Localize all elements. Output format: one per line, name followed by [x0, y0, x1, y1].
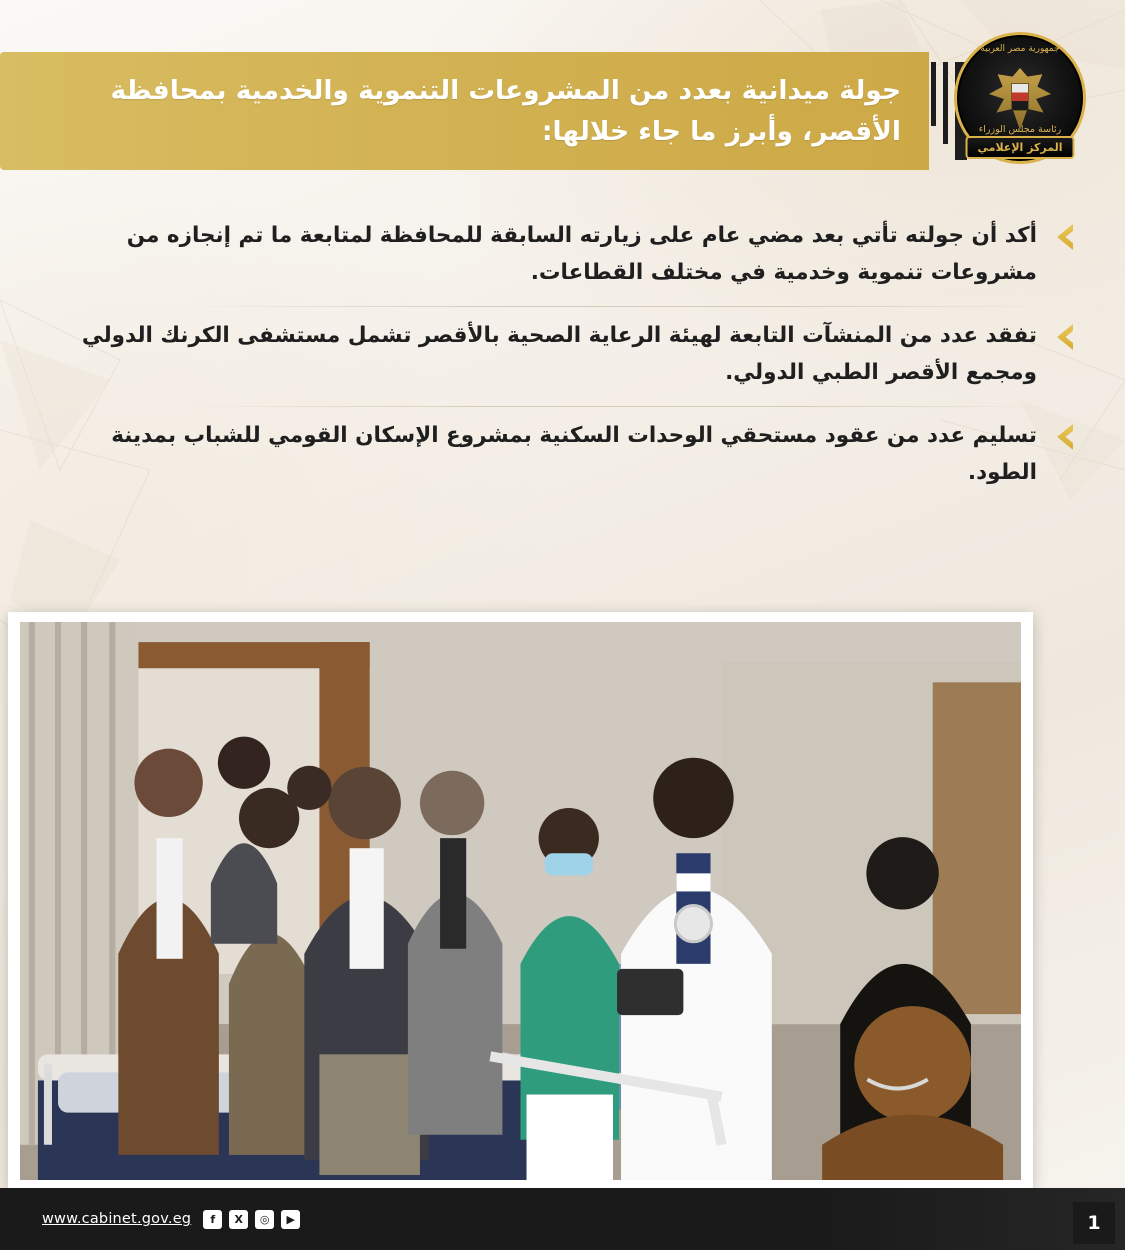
- footer-bar: [0, 1188, 1125, 1250]
- chevron-bullet-icon: [1051, 224, 1073, 250]
- youtube-icon[interactable]: ▶: [281, 1210, 300, 1229]
- bullet-text: تفقد عدد من المنشآت التابعة لهيئة الرعاية الصحية بالأقصر تشمل مستشفى الكرنك الدولي ومجمع الأقصر الطبي الدولي.: [81, 322, 1037, 385]
- social-links[interactable]: [203, 1210, 300, 1229]
- hospital-visit-photo: [20, 622, 1021, 1180]
- government-emblem: [945, 18, 1095, 178]
- header: [0, 0, 1125, 200]
- chevron-bullet-icon: [1051, 424, 1073, 450]
- page-number: 1: [1073, 1202, 1115, 1244]
- list-item: [60, 306, 1073, 406]
- photo-frame: [8, 612, 1033, 1190]
- emblem-bottom-text: رئاسة مجلس الوزراء: [978, 124, 1062, 135]
- bullet-list: [0, 206, 1125, 606]
- title-banner: [0, 52, 929, 170]
- x-twitter-icon[interactable]: X: [229, 1210, 248, 1229]
- page-title: جولة ميدانية بعدد من المشروعات التنموية والخدمية بمحافظة الأقصر، وأبرز ما جاء خلالها:: [110, 74, 901, 147]
- bullet-text: أكد أن جولته تأتي بعد مضي عام على زيارته السابقة للمحافظة لمتابعة ما تم إنجازه من مشروعات تنموية وخدمية في مختلف القطاعات.: [126, 223, 1037, 285]
- chevron-bullet-icon: [1051, 324, 1073, 350]
- emblem-top-text: جمهورية مصر العربية: [980, 44, 1060, 54]
- facebook-icon[interactable]: f: [203, 1210, 222, 1229]
- emblem-ring: [954, 32, 1086, 164]
- bullet-text: تسليم عدد من عقود مستحقي الوحدات السكنية بمشروع الإسكان القومي للشباب بمدينة الطود.: [111, 422, 1037, 485]
- instagram-icon[interactable]: ◎: [255, 1210, 274, 1229]
- website-link[interactable]: www.cabinet.gov.eg: [42, 1211, 192, 1227]
- media-center-plaque: المركز الإعلامي: [966, 136, 1075, 159]
- list-item: [60, 206, 1073, 306]
- eagle-of-saladin-icon: [989, 68, 1051, 130]
- list-item: [60, 406, 1073, 506]
